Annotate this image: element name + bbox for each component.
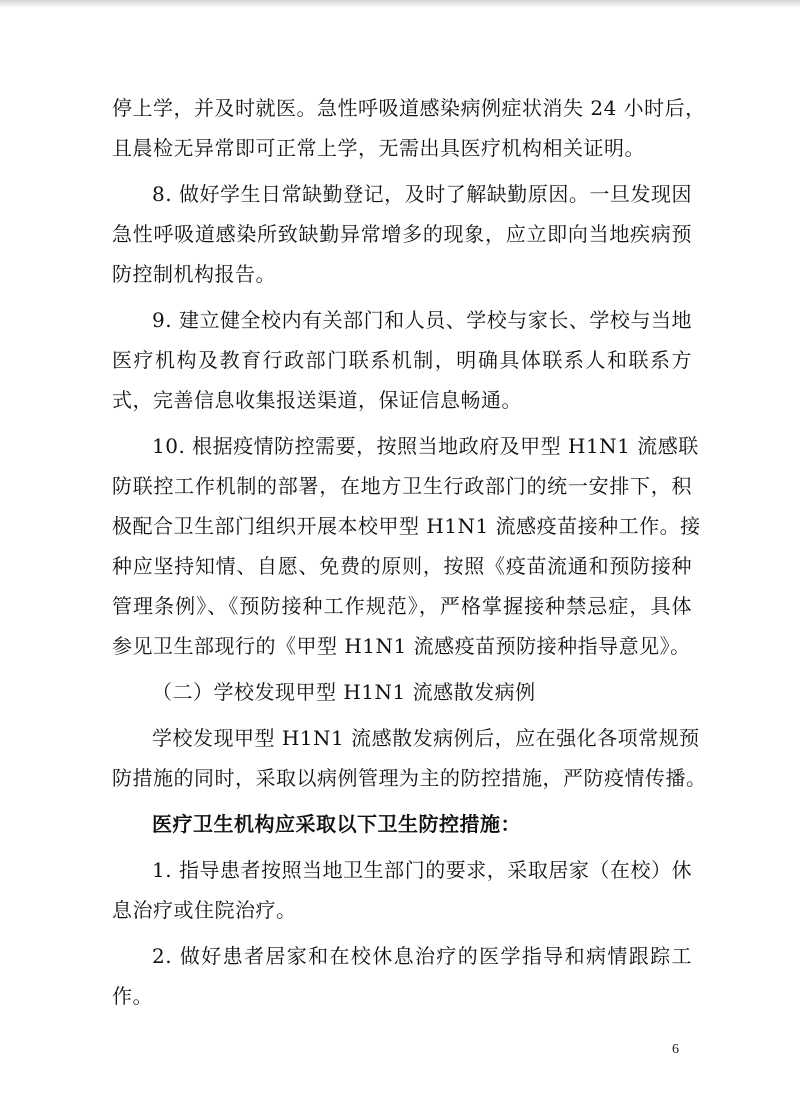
section-heading: （二）学校发现甲型 H1N1 流感散发病例 <box>152 680 536 704</box>
item-8-line: 8. 做好学生日常缺勤登记，及时了解缺勤原因。一旦发现因 <box>152 182 692 206</box>
text-line: 管理条例》、《预防接种工作规范》，严格掌握接种禁忌症，具体 <box>112 594 692 618</box>
text-line: 极配合卫生部门组织开展本校甲型 H1N1 流感疫苗接种工作。接 <box>112 514 701 538</box>
item-10-line: 10. 根据疫情防控需要，按照当地政府及甲型 H1N1 流感联 <box>152 434 699 458</box>
text-line: 急性呼吸道感染所致缺勤异常增多的现象，应立即向当地疾病预 <box>112 222 692 246</box>
text-line: 式，完善信息收集报送渠道，保证信息畅通。 <box>112 388 522 412</box>
text-line: 防联控工作机制的部署，在地方卫生行政部门的统一安排下，积 <box>112 474 692 498</box>
text-line: 息治疗或住院治疗。 <box>112 898 297 922</box>
page-number: 6 <box>672 1042 679 1057</box>
item-9-line: 9. 建立健全校内有关部门和人员、学校与家长、学校与当地 <box>152 308 692 332</box>
text-line: 种应坚持知情、自愿、免费的原则，按照《疫苗流通和预防接种 <box>112 554 692 578</box>
document-body <box>112 88 707 1016</box>
scan-top-edge <box>0 0 800 8</box>
text-line: 医疗机构及教育行政部门联系机制，明确具体联系人和联系方 <box>112 348 692 372</box>
text-line: 且晨检无异常即可正常上学，无需出具医疗机构相关证明。 <box>112 136 645 160</box>
bold-subheading: 医疗卫生机构应采取以下卫生防控措施： <box>152 812 521 836</box>
text-line: 停上学，并及时就医。急性呼吸道感染病例症状消失 24 小时后， <box>112 96 706 120</box>
item-1-line: 1. 指导患者按照当地卫生部门的要求，采取居家（在校）休 <box>152 858 692 882</box>
text-line: 学校发现甲型 H1N1 流感散发病例后，应在强化各项常规预 <box>152 726 700 750</box>
item-2-line: 2. 做好患者居家和在校休息治疗的医学指导和病情跟踪工 <box>152 944 692 968</box>
text-line: 作。 <box>112 984 153 1008</box>
text-line: 防控制机构报告。 <box>112 262 276 286</box>
text-line: 防措施的同时，采取以病例管理为主的防控措施，严防疫情传播。 <box>112 766 707 790</box>
text-line: 参见卫生部现行的《甲型 H1N1 流感疫苗预防接种指导意见》。 <box>112 634 691 658</box>
